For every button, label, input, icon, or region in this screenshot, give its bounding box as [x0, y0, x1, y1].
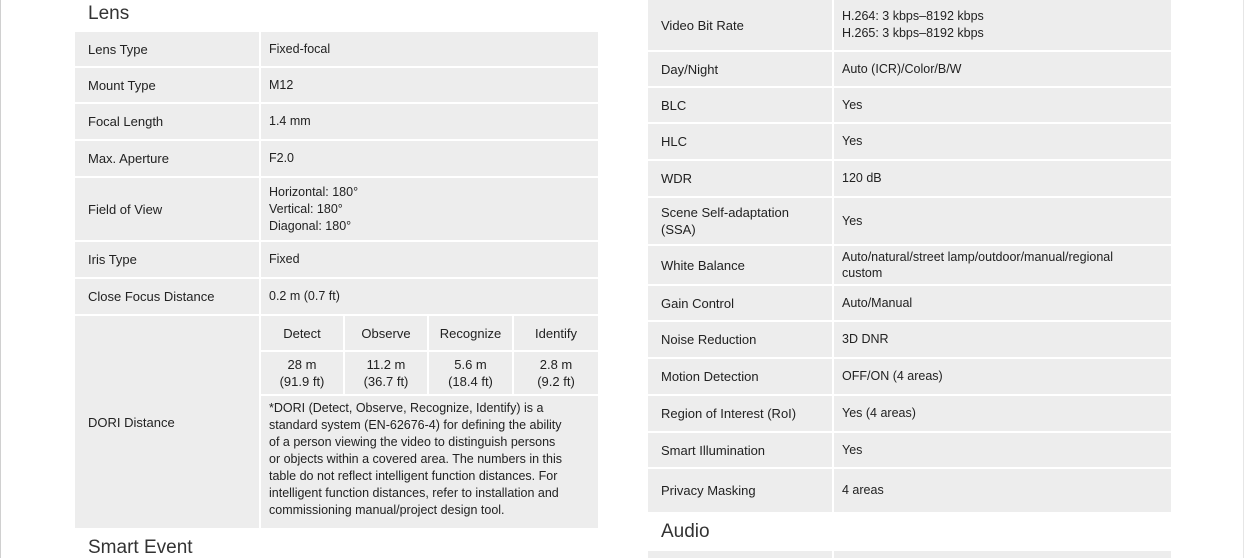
dori-feet: (36.7 ft) [363, 374, 409, 389]
dori-note-line: *DORI (Detect, Observe, Recognize, Identify) is a [269, 401, 544, 415]
fov-diagonal: Diagonal: 180° [269, 218, 352, 233]
spec-value: Yes [834, 88, 1171, 122]
spec-label: Iris Type [75, 242, 259, 277]
spec-value: Fixed [261, 242, 598, 277]
spec-row-ssa [648, 198, 1171, 244]
spec-value: Fixed-focal [261, 32, 598, 66]
dori-value-observe [345, 352, 427, 394]
spec-value: Yes [834, 433, 1171, 467]
page-left-border [0, 0, 1, 558]
video-spec-table [648, 0, 1171, 512]
spec-label: Mount Type [75, 68, 259, 102]
spec-row-motion-detection [648, 359, 1171, 394]
ssa-label-line: (SSA) [661, 222, 696, 237]
spec-value: 4 areas [834, 469, 1171, 512]
spec-row-privacy-masking [648, 469, 1171, 512]
spec-label: Motion Detection [648, 359, 832, 394]
dori-feet: (9.2 ft) [537, 374, 575, 389]
spec-label: Lens Type [75, 32, 259, 66]
dori-feet: (18.4 ft) [448, 374, 493, 389]
audio-table-row-partial [834, 551, 1171, 558]
dori-note-line: intelligent function distances, refer to installation and [269, 486, 559, 500]
dori-note-line: standard system (EN-62676-4) for defining the ability [269, 418, 562, 432]
spec-label: White Balance [648, 246, 832, 284]
spec-value: M12 [261, 68, 598, 102]
spec-label: Close Focus Distance [75, 279, 259, 314]
spec-label: Day/Night [648, 52, 832, 86]
spec-label: Privacy Masking [648, 469, 832, 512]
spec-label: Region of Interest (RoI) [648, 396, 832, 431]
spec-row-iris-type [75, 242, 598, 277]
spec-row-day-night [648, 52, 1171, 86]
spec-value: Yes [834, 124, 1171, 159]
audio-heading: Audio [661, 521, 710, 542]
lens-spec-table [75, 32, 598, 528]
dori-note-line: of a person viewing the video to distinguish persons [269, 435, 556, 449]
dori-value-detect [261, 352, 343, 394]
spec-value: 1.4 mm [261, 104, 598, 139]
spec-label: Noise Reduction [648, 322, 832, 357]
dori-value-recognize [429, 352, 512, 394]
spec-row-wdr [648, 161, 1171, 196]
spec-value: Auto/Manual [834, 286, 1171, 320]
smart-event-heading: Smart Event [88, 537, 193, 558]
dori-note-line: or objects within a covered area. The numbers in this [269, 452, 562, 466]
spec-row-roi [648, 396, 1171, 431]
bitrate-h265: H.265: 3 kbps–8192 kbps [842, 26, 984, 40]
bitrate-h264: H.264: 3 kbps–8192 kbps [842, 9, 984, 23]
spec-row-hlc [648, 124, 1171, 159]
spec-row-focal-length [75, 104, 598, 139]
spec-row-gain-control [648, 286, 1171, 320]
spec-label: WDR [648, 161, 832, 196]
spec-label: DORI Distance [75, 316, 259, 528]
spec-value: F2.0 [261, 141, 598, 176]
dori-value-identify [514, 352, 598, 394]
dori-meters: 11.2 m [366, 357, 406, 372]
lens-heading: Lens [88, 3, 130, 24]
spec-label: Smart Illumination [648, 433, 832, 467]
spec-row-white-balance [648, 246, 1171, 284]
dori-meters: 28 m [287, 357, 317, 372]
spec-value: 120 dB [834, 161, 1171, 196]
spec-value [834, 0, 1171, 50]
spec-row-mount-type [75, 68, 598, 102]
spec-row-max-aperture [75, 141, 598, 176]
spec-row-blc [648, 88, 1171, 122]
spec-value: 0.2 m (0.7 ft) [261, 279, 598, 314]
white-balance-line: custom [842, 266, 883, 280]
spec-label: Focal Length [75, 104, 259, 139]
spec-label: HLC [648, 124, 832, 159]
spec-row-lens-type [75, 32, 598, 66]
spec-label: Video Bit Rate [648, 0, 832, 50]
dori-header-identify: Identify [514, 316, 598, 350]
spec-row-video-bit-rate [648, 0, 1171, 50]
fov-vertical: Vertical: 180° [269, 201, 343, 216]
fov-horizontal: Horizontal: 180° [269, 184, 359, 199]
dori-note-line: table do not reflect intelligent function distances. For [269, 469, 558, 483]
spec-row-smart-illumination [648, 433, 1171, 467]
spec-label: Field of View [75, 178, 259, 240]
spec-value: 3D DNR [834, 322, 1171, 357]
dori-feet: (91.9 ft) [279, 374, 325, 389]
dori-meters: 5.6 m [454, 357, 487, 372]
dori-header-detect: Detect [261, 316, 343, 350]
spec-label: Gain Control [648, 286, 832, 320]
spec-value [834, 246, 1171, 284]
spec-row-noise-reduction [648, 322, 1171, 357]
dori-note-line: commissioning manual/project design tool. [269, 503, 505, 517]
white-balance-line: Auto/natural/street lamp/outdoor/manual/regional [842, 250, 1113, 264]
spec-row-dori [75, 316, 598, 528]
spec-label: BLC [648, 88, 832, 122]
spec-row-field-of-view [75, 178, 598, 240]
audio-table-row-partial [648, 551, 832, 558]
spec-value: Yes (4 areas) [834, 396, 1171, 431]
spec-value [261, 178, 598, 240]
spec-label: Max. Aperture [75, 141, 259, 176]
dori-note [261, 396, 598, 528]
ssa-label-line: Scene Self-adaptation [661, 205, 789, 220]
spec-value: Auto (ICR)/Color/B/W [834, 52, 1171, 86]
dori-header-observe: Observe [345, 316, 427, 350]
spec-value: Yes [834, 198, 1171, 244]
spec-row-close-focus [75, 279, 598, 314]
dori-header-recognize: Recognize [429, 316, 512, 350]
spec-value: OFF/ON (4 areas) [834, 359, 1171, 394]
dori-meters: 2.8 m [539, 357, 573, 372]
spec-label [648, 198, 832, 244]
